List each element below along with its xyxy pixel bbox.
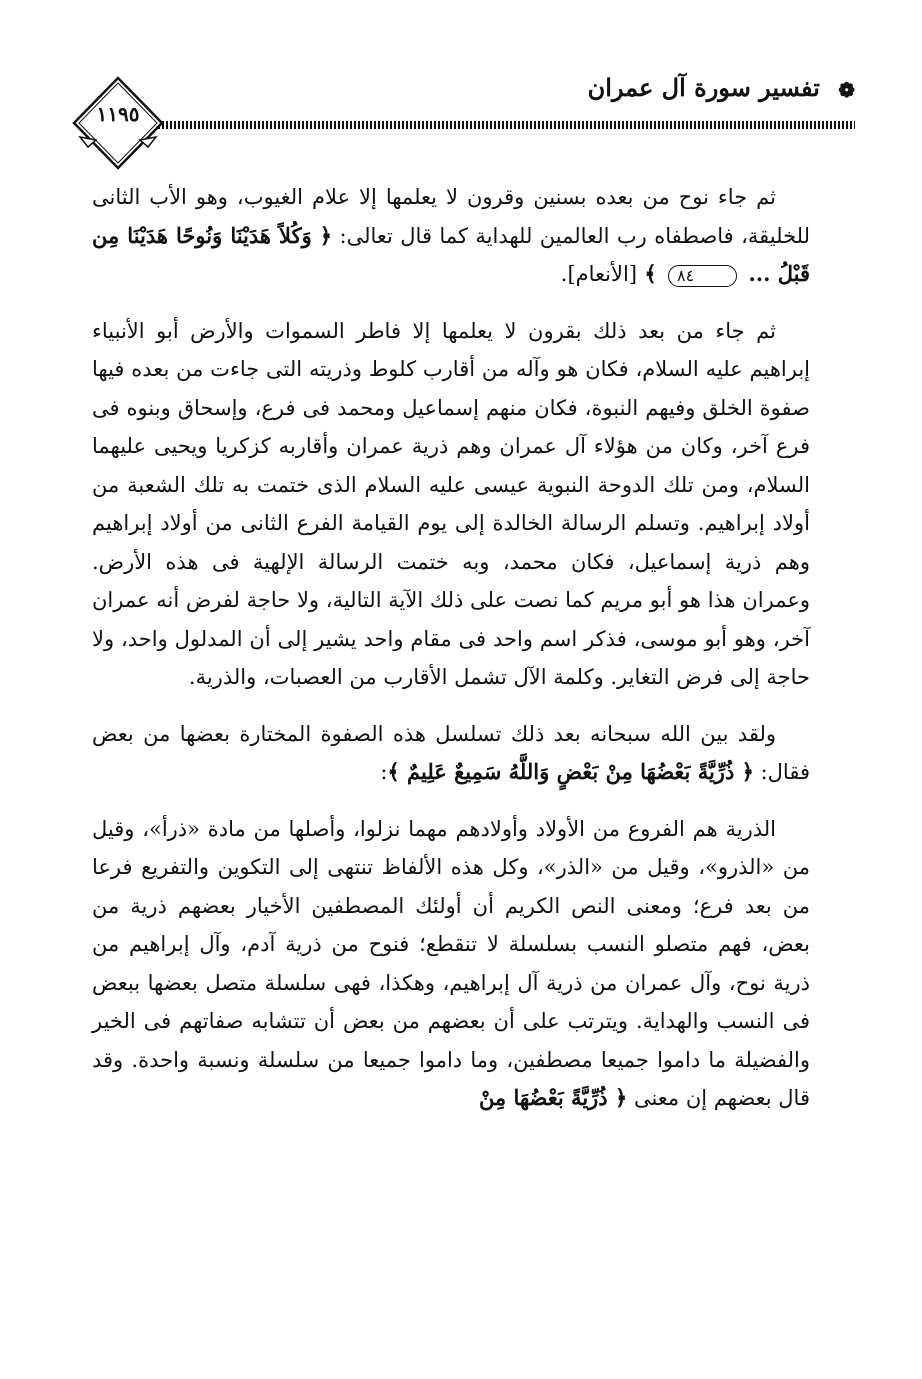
paragraph-text: : (380, 760, 388, 784)
ornament-icon: ❁ (838, 77, 855, 102)
page-number: ١١٩٥ (96, 102, 140, 126)
page-header (70, 55, 855, 165)
quran-quote: ﴾ (637, 261, 664, 286)
paragraph-text: ثم جاء نوح من بعده بسنين وقرون لا يعلمها إلا علام الغيوب، وهو الأب الثانى للخليقة، فاصطفاه رب العالمين للهداية كما قال تعالى: (92, 185, 810, 248)
page-number-badge (70, 75, 166, 171)
paragraph-text: ولقد بين الله سبحانه بعد ذلك تسلسل هذه الصفوة المختارة بعضها من بعض فقال: (92, 721, 810, 784)
header-rule (154, 121, 855, 129)
paragraph (92, 178, 810, 294)
paragraph-text: ثم جاء من بعد ذلك بقرون لا يعلمها إلا فاطر السموات والأرض أبو الأنبياء إبراهيم عليه السلام، فكان هو وآله من أقارب كلوط وذريته التى جاءت من بعده فيها صفوة الخلق وفيهم النبوة، فكان منهم إسماعيل ومحمد فى فرع، وإسحاق وبنوه فى فرع آخر، وكان من هؤلاء آل عمران وهم ذرية عمران وأقاربه كزكريا ويحيى عليهما السلام، ومن تلك الدوحة النبوية عيسى عليه السلام الذى ختمت به تلك الشعبة من أولاد إبراهيم. وتسلم الرسالة الخالدة إلى يوم القيامة الفرع الثانى من أولاد إبراهيم وهم ذرية إسماعيل، فكان محمد، وبه ختمت الرسالة الإلهية فى هذه الأرض. وعمران هذا هو أبو مريم كما نصت على ذلك الآية التالية، ولا حاجة لفرض أنه عمران آخر، وهو أبو موسى، فذكر اسم واحد فى مقام واحد يشير إلى أن المدلول واحد، ولا حاجة إلى فرض التغاير. وكلمة الآل تشمل الأقارب من العصبات، والذرية. (92, 318, 810, 689)
running-title (588, 73, 855, 102)
body-text (92, 178, 810, 1136)
verse-number: ٨٤ (668, 265, 737, 287)
running-title-text: تفسير سورة آل عمران (587, 73, 820, 102)
paragraph (92, 312, 810, 697)
paragraph-text: [الأنعام]. (560, 262, 638, 286)
paragraph (92, 810, 810, 1118)
paragraph-text: الذرية هم الفروع من الأولاد وأولادهم مهما نزلوا، وأصلها من مادة «ذرأ»، وقيل من «الذرو»، وقيل من «الذر»، وكل هذه الألفاظ تنتهى إلى التكوين والتفريع فرعا من بعد فرع؛ ومعنى النص الكريم أن أولئك المصطفين الأخيار بعضهم ذرية من بعض، فهم متصلو النسب بسلسلة لا تنقطع؛ فنوح من ذرية آدم، وآل إبراهيم من ذرية نوح، وآل عمران من ذرية آل إبراهيم، وهكذا، فهى سلسلة متصل بعضها ببعض فى النسب والهداية. ويترتب على أن بعضهم من بعض أن تتشابه صفاتهم فى الخير والفضيلة ما داموا جميعا مصطفين، وما داموا جميعا من سلسلة ونسبة واحدة. وقد قال بعضهم إن معنى (92, 816, 810, 1110)
quran-quote: ﴿ ذُرِّيَّةً بَعْضُهَا مِنْ بَعْضٍ وَاللَّهُ سَمِيعٌ عَلِيمٌ ﴾ (387, 759, 754, 784)
quran-quote: ﴿ ذُرِّيَّةً بَعْضُهَا مِنْ (478, 1085, 628, 1110)
quran-quote: ﴿ وَكُلاً هَدَيْنَا وَنُوحًا هَدَيْنَا مِن قَبْلُ ... (92, 222, 810, 286)
paragraph (92, 715, 810, 792)
